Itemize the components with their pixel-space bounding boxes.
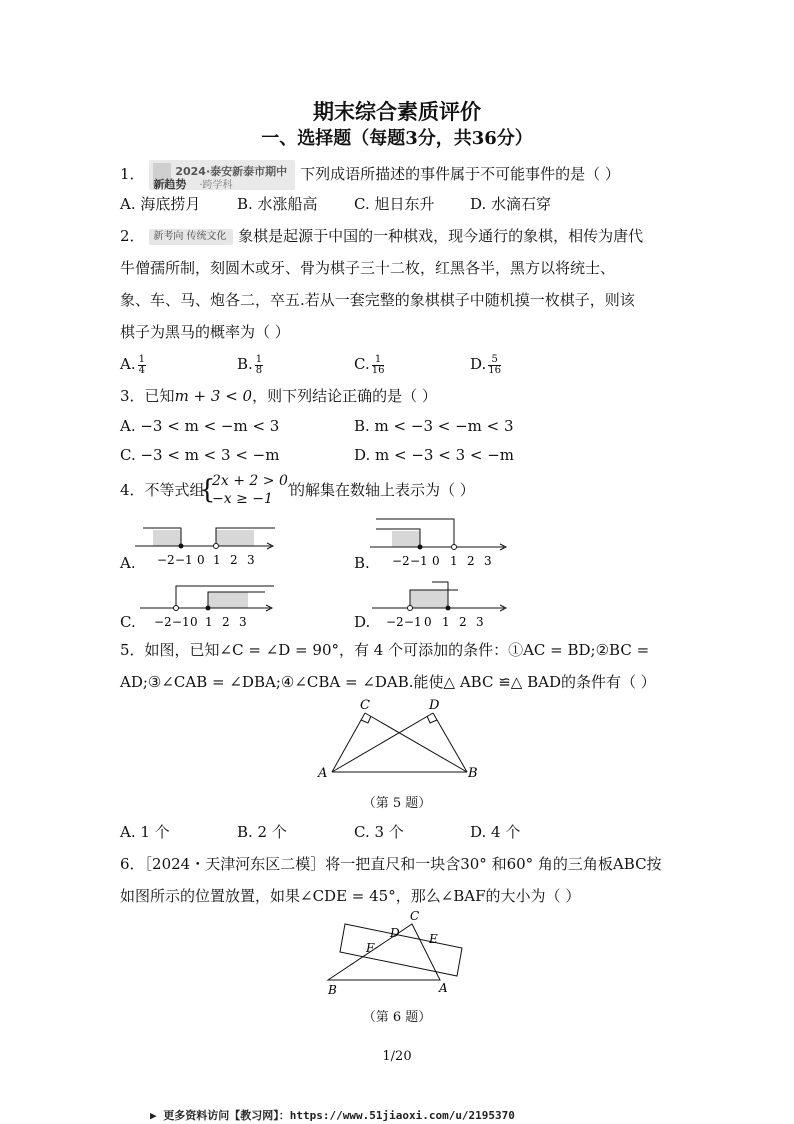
- q4a-point-hollow: [214, 544, 219, 549]
- q5-option-d: D. 4 个: [470, 823, 521, 841]
- q3-option-d: D. m < −3 < 3 < −m: [354, 446, 515, 464]
- q1-tag: [149, 160, 295, 190]
- q1-number: 1．: [120, 165, 145, 183]
- q4d-shade: [410, 590, 448, 608]
- question-5: [120, 640, 649, 660]
- q4-brace: {: [199, 475, 216, 505]
- q5-option-c: C. 3 个: [354, 823, 404, 841]
- q4c-tick-m2: −2: [154, 615, 172, 629]
- q4b-tick-m2: −2: [392, 554, 410, 568]
- q2-option-b-frac: [255, 355, 263, 376]
- q4c-tick-2: 2: [222, 615, 230, 629]
- q4-stem-post: 的解集在数轴上表示为（ ）: [290, 481, 475, 499]
- question-2: [120, 226, 643, 246]
- q4c-tick-1: 1: [205, 615, 213, 629]
- q4a-shade-right: [216, 530, 254, 546]
- q2-option-c-label: C.: [354, 355, 370, 373]
- q4d-point-solid: [446, 606, 451, 611]
- q6-figure: [320, 908, 480, 1000]
- q2-line-4: 棋子为黑马的概率为（ ）: [120, 323, 290, 341]
- q3-stem-pre: 已知: [144, 387, 175, 405]
- q4d-point-hollow: [408, 606, 413, 611]
- q5-segment-db: [433, 713, 467, 772]
- q4c-shade: [208, 592, 248, 608]
- footer-link[interactable]: [150, 1107, 515, 1123]
- q4a-tick-m2: −2: [157, 553, 175, 567]
- q2-line-2: 牛僧孺所制，刻圆木或牙、骨为棋子三十二枚，红黑各半，黑方以将统士、: [120, 259, 616, 277]
- q4d-tick-0: 0: [424, 615, 432, 629]
- q1-tag-source: 2024·泰安新泰市期中: [175, 165, 288, 178]
- q5-figure: [310, 695, 490, 785]
- q5-number: 5．: [120, 641, 145, 659]
- q4-number: 4．: [120, 481, 145, 499]
- q2-number: 2．: [120, 227, 145, 245]
- q4a-tick-1: 1: [213, 553, 221, 567]
- q2-line-1: 象棋是起源于中国的一种棋戏，现今通行的象棋，相传为唐代: [238, 227, 644, 245]
- question-3: [120, 386, 437, 406]
- q4-system: [212, 472, 292, 508]
- q6-label-a: A: [439, 981, 448, 995]
- q2-c-num: 1: [372, 355, 385, 366]
- q4b-tick-m1: −1: [410, 554, 428, 568]
- q4b-point-hollow: [452, 545, 457, 550]
- q2-option-d-frac: [488, 355, 501, 376]
- q1-tag-label: 新趋势: [153, 178, 187, 191]
- q3-option-b: B. m < −3 < −m < 3: [354, 417, 514, 435]
- q6-caption: （第 6 题）: [362, 1010, 432, 1025]
- q4a-tick-0: 0: [197, 553, 205, 567]
- q2-tag: 新考向 传统文化: [149, 229, 233, 245]
- q4a-tick-m1: −1: [175, 553, 193, 567]
- q4a-shade-left: [153, 530, 181, 546]
- q5-caption: （第 5 题）: [362, 796, 432, 811]
- q6-label-d: D: [390, 926, 400, 940]
- q4d-tick-1: 1: [442, 615, 450, 629]
- q1-stem: 下列成语所描述的事件属于不可能事件的是（ ）: [300, 165, 620, 183]
- q5-label-c: C: [360, 698, 370, 713]
- q4b-tick-1: 1: [450, 554, 458, 568]
- q4a-point-solid: [179, 544, 184, 549]
- q2-option-a-label: A.: [120, 355, 136, 373]
- q4c-tick-0: 0: [190, 615, 198, 629]
- q6-label-f: F: [366, 941, 375, 955]
- q4c-tick-m1: −1: [172, 615, 190, 629]
- q4b-tick-2: 2: [467, 554, 475, 568]
- q2-option-c: [354, 354, 384, 376]
- q4-option-c: C.: [120, 613, 136, 631]
- q4b-tick-3: 3: [484, 554, 492, 568]
- q2-line-3: 象、车、马、炮各二，卒五.若从一套完整的象棋棋子中随机摸一枚棋子，则该: [120, 291, 635, 309]
- q1-tag-sub: ·跨学科: [199, 180, 233, 191]
- q3-stem-math: m + 3 < 0: [174, 387, 253, 405]
- q4c-point-solid: [206, 606, 211, 611]
- footer-text: 更多资料访问【教习网】：https://www.51jiaoxi.com/u/2195370: [163, 1109, 515, 1122]
- q4d-tick-3: 3: [476, 615, 484, 629]
- question-1: [120, 160, 620, 190]
- q5-label-b: B: [468, 766, 478, 781]
- q2-d-den: 16: [488, 364, 501, 376]
- q4-option-d: D.: [354, 613, 371, 631]
- q2-a-den: 4: [138, 364, 145, 376]
- q2-b-den: 8: [255, 364, 263, 376]
- q5-segment-ad: [332, 713, 433, 772]
- q2-option-a: [120, 354, 146, 376]
- question-4: [120, 480, 205, 500]
- q5-segment-ac: [332, 713, 365, 772]
- q4c-tick-3: 3: [239, 615, 247, 629]
- q4-numberline-a: [135, 518, 275, 568]
- q5-option-a: A. 1 个: [120, 823, 170, 841]
- q4b-shade: [392, 531, 420, 547]
- q5-label-a: A: [318, 766, 328, 781]
- q1-option-b: B. 水涨船高: [237, 195, 318, 213]
- q2-option-d-label: D.: [470, 355, 487, 373]
- q3-option-a: A. −3 < m < −m < 3: [120, 417, 280, 435]
- q4-system-line-1: 2x + 2 > 0,: [212, 473, 293, 489]
- q4d-tick-m1: −1: [404, 615, 422, 629]
- q2-option-a-frac: [138, 355, 146, 376]
- q4d-tick-2: 2: [459, 615, 467, 629]
- q1-option-a: A. 海底捞月: [120, 195, 201, 213]
- q2-option-d: [470, 354, 501, 376]
- q2-option-c-frac: [372, 355, 385, 376]
- q4a-tick-2: 2: [230, 553, 238, 567]
- q4b-point-solid: [418, 545, 423, 550]
- q1-option-d: D. 水滴石穿: [470, 195, 552, 213]
- q5-line-1: 如图，已知∠C = ∠D = 90°，有 4 个可添加的条件：①AC = BD;②BC =: [144, 641, 650, 659]
- q4-option-a: A.: [120, 554, 136, 572]
- q5-line-2: AD;③∠CAB = ∠DBA;④∠CBA = ∠DAB.能使△ ABC ≌△ BAD的条件有（ ）: [120, 673, 656, 691]
- page-number: 1/20: [382, 1049, 412, 1064]
- q6-label-c: C: [410, 909, 420, 923]
- q5-segment-cb: [365, 713, 467, 772]
- q4b-tick-0: 0: [432, 554, 440, 568]
- page-title: 期末综合素质评价: [313, 99, 481, 124]
- q2-d-num: 5: [488, 355, 501, 366]
- q4a-tick-3: 3: [247, 553, 255, 567]
- q3-stem-post: ，则下列结论正确的是（ ）: [252, 387, 437, 405]
- q4-numberline-d: [372, 578, 512, 630]
- q2-a-num: 1: [138, 353, 145, 365]
- q4d-tick-m2: −2: [386, 615, 404, 629]
- q4c-point-hollow: [174, 606, 179, 611]
- q2-option-b-label: B.: [237, 355, 253, 373]
- q6-line-2: 如图所示的位置放置，如果∠CDE = 45°，那么∠BAF的大小为（ ）: [120, 887, 581, 905]
- q4-numberline-c: [140, 582, 280, 632]
- q2-option-b: [237, 354, 263, 376]
- q3-number: 3．: [120, 387, 145, 405]
- q6-label-e: E: [429, 932, 438, 946]
- q3-option-c: C. −3 < m < 3 < −m: [120, 446, 280, 464]
- q4-system-line-2: −x ≥ −1: [212, 491, 273, 507]
- q4-option-b: B.: [354, 554, 370, 572]
- section-title: 一、选择题（每题3分，共36分）: [261, 128, 533, 149]
- q4-numberline-b: [370, 513, 510, 568]
- q2-c-den: 16: [371, 364, 385, 376]
- q5-label-d: D: [429, 698, 440, 713]
- flag-icon: ▶: [150, 1109, 157, 1122]
- q6-line-1: 6．［2024・天津河东区二模］将一把直尺和一块含30° 和60° 角的三角板ABC按: [120, 855, 662, 873]
- q6-label-b: B: [328, 983, 337, 997]
- q1-option-c: C. 旭日东升: [354, 195, 435, 213]
- q4-stem-pre: 不等式组: [144, 481, 205, 499]
- q2-b-num: 1: [255, 353, 263, 365]
- q5-option-b: B. 2 个: [237, 823, 287, 841]
